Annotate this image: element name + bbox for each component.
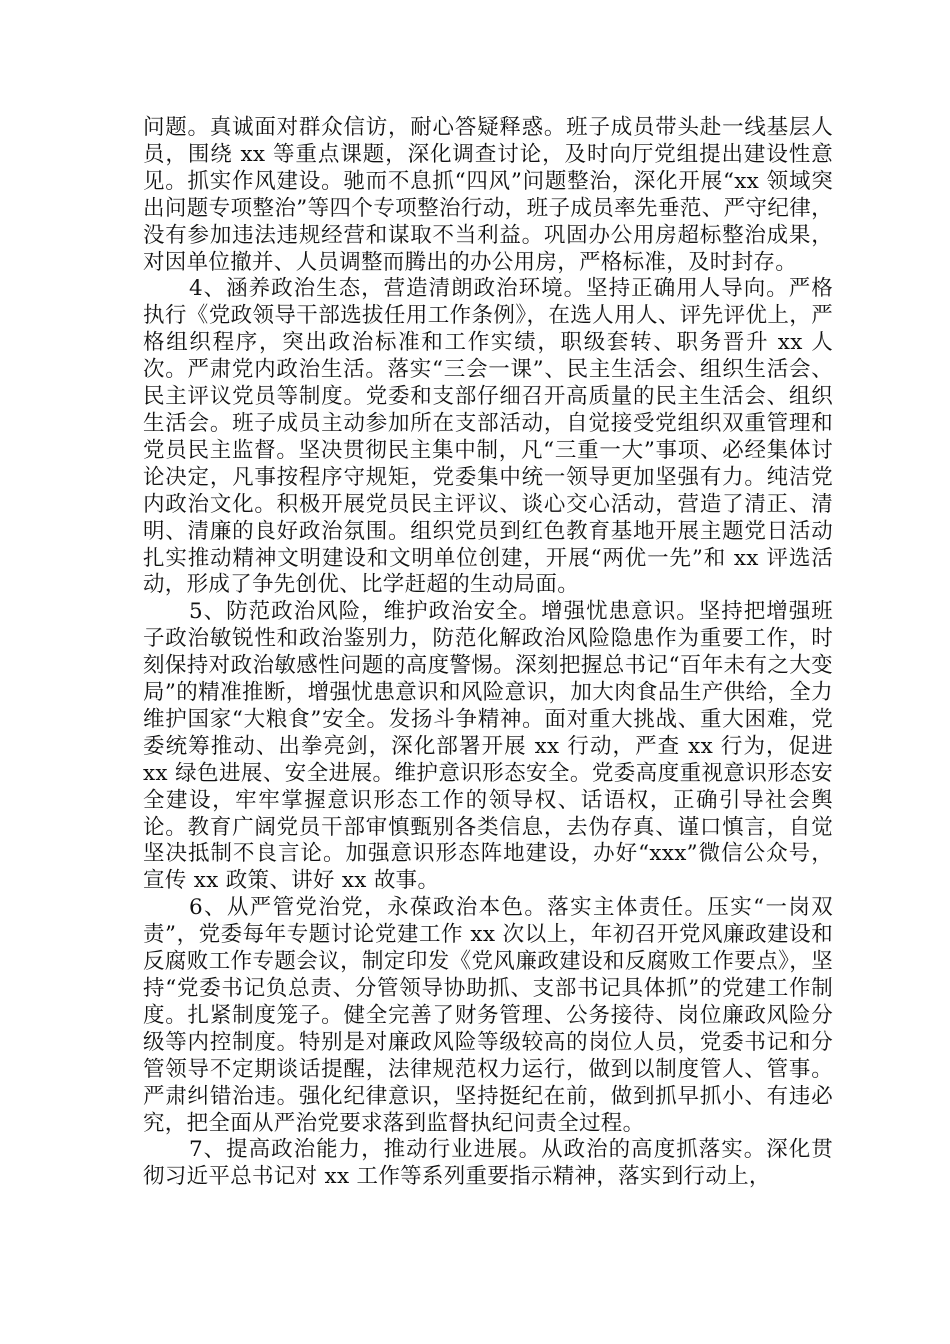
paragraph-item-6: 6、从严管党治党，永葆政治本色。落实主体责任。压实“一岗双责”，党委每年专题讨论党建工作 xx 次以上，年初召开党风廉政建设和反腐败工作专题会议，制定印发《党风廉政建设和反腐败工作要点》，坚持“党委书记负总责、分管领导协助抓、支部书记具体抓”的党建工作制度。扎紧制度笼子。健全完善了财务管理、公务接待、岗位廉政风险分级等内控制度。特别是对廉政风险等级较高的岗位人员，党委书记和分管领导不定期谈话提醒，法律规范权力运行，做到以制度管人、管事。严肃纠错治违。强化纪律意识，坚持挺纪在前，做到抓早抓小、有违必究，把全面从严治党要求落到监督执纪问责全过程。 [143, 895, 833, 1136]
paragraph-item-4: 4、涵养政治生态，营造清朗政治环境。坚持正确用人导向。严格执行《党政领导干部选拔任用工作条例》，在选人用人、评先评优上，严格组织程序，突出政治标准和工作实绩，职级套转、职务晋升 xx 人次。严肃党内政治生活。落实“三会一课”、民主生活会、组织生活会、民主评议党员等制度。党委和支部仔细召开高质量的民主生活会、组织生活会。班子成员主动参加所在支部活动，自觉接受党组织双重管理和党员民主监督。坚决贯彻民主集中制，凡“三重一大”事项、必经集体讨论决定，凡事按程序守规矩，党委集中统一领导更加坚强有力。纯洁党内政治文化。积极开展党员民主评议、谈心交心活动，营造了清正、清明、清廉的良好政治氛围。组织党员到红色教育基地开展主题党日活动扎实推动精神文明建设和文明单位创建，开展“两优一先”和 xx 评选活动，形成了争先创优、比学赶超的生动局面。 [143, 276, 833, 598]
paragraph-item-7: 7、提高政治能力，推动行业进展。从政治的高度抓落实。深化贯彻习近平总书记对 xx 工作等系列重要指示精神，落实到行动上， [143, 1137, 833, 1190]
paragraph-item-5: 5、防范政治风险，维护政治安全。增强忧患意识。坚持把增强班子政治敏锐性和政治鉴别力，防范化解政治风险隐患作为重要工作，时刻保持对政治敏感性问题的高度警惕。深刻把握总书记“百年未有之大变局”的精准推断，增强忧患意识和风险意识，加大肉食品生产供给，全力维护国家“大粮食”安全。发扬斗争精神。面对重大挑战、重大困难，党委统筹推动、出拳亮剑，深化部署开展 xx 行动，严查 xx 行为，促进 xx 绿色进展、安全进展。维护意识形态安全。党委高度重视意识形态安全建设，牢牢掌握意识形态工作的领导权、话语权，正确引导社会舆论。教育广阔党员干部审慎甄别各类信息，去伪存真、谨口慎言，自觉坚决抵制不良言论。加强意识形态阵地建设，办好“xxx”微信公众号，宣传 xx 政策、讲好 xx 故事。 [143, 599, 833, 894]
document-body [143, 115, 833, 1191]
paragraph-continuation: 问题。真诚面对群众信访，耐心答疑释惑。班子成员带头赴一线基层人员，围绕 xx 等重点课题，深化调查讨论，及时向厅党组提出建设性意见。抓实作风建设。驰而不息抓“四风”问题整治，深化开展“xx 领域突出问题专项整治”等四个专项整治行动，班子成员率先垂范、严守纪律，没有参加违法违规经营和谋取不当利益。巩固办公用房超标整治成果，对因单位撤并、人员调整而腾出的办公用房，严格标准，及时封存。 [143, 115, 833, 275]
